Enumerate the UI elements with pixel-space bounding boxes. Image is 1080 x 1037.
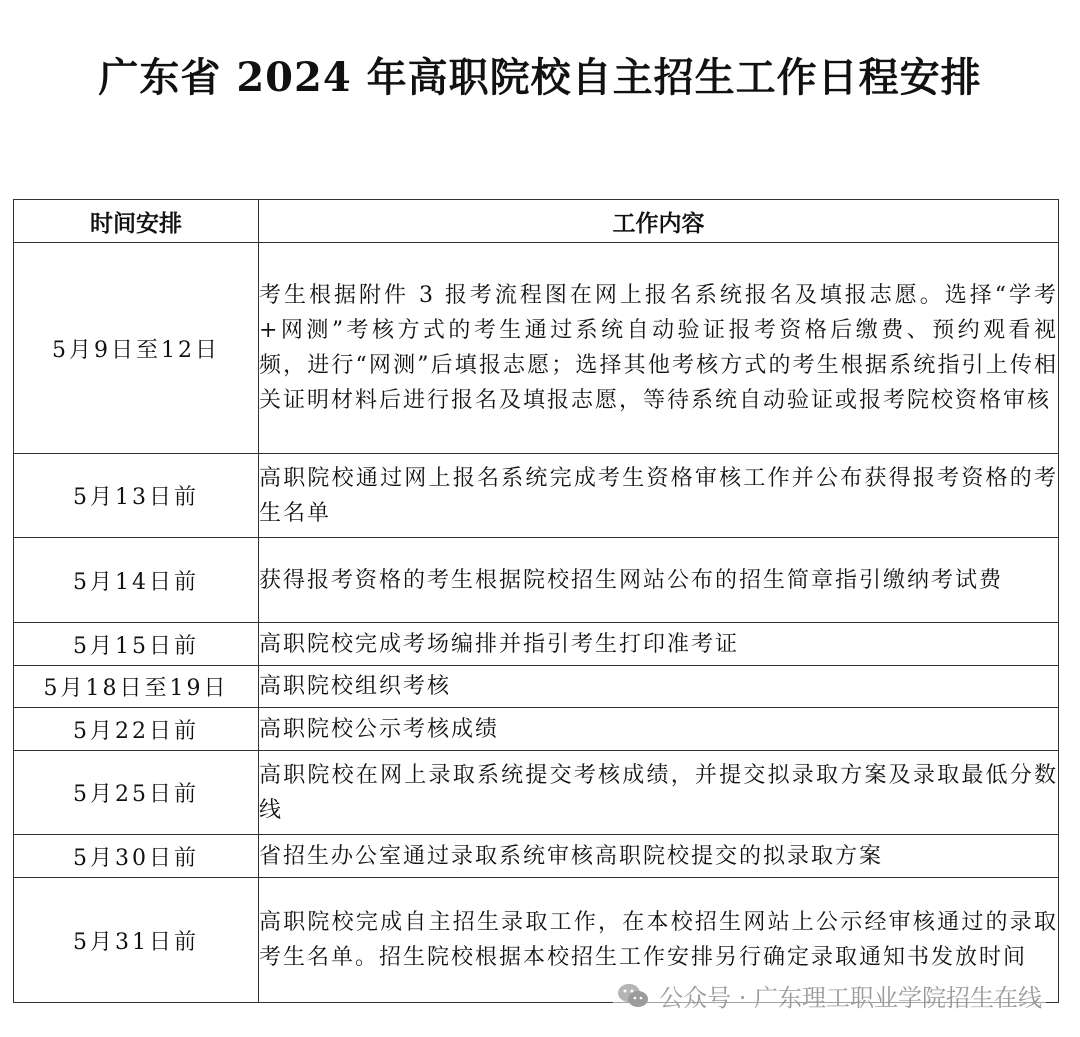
table-row (14, 454, 1059, 538)
wechat-watermark (613, 978, 1046, 1013)
row-date: 5月9日至12日 (14, 243, 259, 454)
row-date: 5月18日至19日 (14, 666, 259, 708)
table-header-row (14, 200, 1059, 243)
table-row (14, 751, 1059, 835)
row-content: 高职院校完成考场编排并指引考生打印准考证 (259, 623, 1059, 666)
row-date: 5月22日前 (14, 708, 259, 751)
table-row (14, 538, 1059, 623)
table-row (14, 623, 1059, 666)
row-content: 高职院校组织考核 (259, 666, 1059, 708)
row-content: 高职院校完成自主招生录取工作，在本校招生网站上公示经审核通过的录取考生名单。招生院校根据本校招生工作安排另行确定录取通知书发放时间 (259, 878, 1059, 1003)
row-date: 5月13日前 (14, 454, 259, 538)
column-header-time: 时间安排 (14, 200, 259, 243)
wechat-icon (617, 982, 649, 1010)
row-content: 获得报考资格的考生根据院校招生网站公布的招生简章指引缴纳考试费 (259, 538, 1059, 623)
row-content: 高职院校公示考核成绩 (259, 708, 1059, 751)
row-content: 省招生办公室通过录取系统审核高职院校提交的拟录取方案 (259, 835, 1059, 878)
row-date: 5月15日前 (14, 623, 259, 666)
row-content: 考生根据附件 3 报考流程图在网上报名系统报名及填报志愿。选择“学考+网测”考核方式的考生通过系统自动验证报考资格后缴费、预约观看视频，进行“网测”后填报志愿；选择其他考核方式的考生根据系统指引上传相关证明材料后进行报名及填报志愿，等待系统自动验证或报考院校资格审核 (259, 243, 1059, 454)
row-content: 高职院校在网上录取系统提交考核成绩，并提交拟录取方案及录取最低分数线 (259, 751, 1059, 835)
watermark-text: 公众号 · 广东理工职业学院招生在线 (659, 984, 1042, 1012)
row-content: 高职院校通过网上报名系统完成考生资格审核工作并公布获得报考资格的考生名单 (259, 454, 1059, 538)
document-title: 广东省 2024 年高职院校自主招生工作日程安排 (98, 54, 982, 101)
row-date: 5月30日前 (14, 835, 259, 878)
row-date: 5月31日前 (14, 878, 259, 1003)
row-date: 5月25日前 (14, 751, 259, 835)
row-date: 5月14日前 (14, 538, 259, 623)
table-row (14, 835, 1059, 878)
column-header-content: 工作内容 (259, 200, 1059, 243)
table-row (14, 666, 1059, 708)
table-row (14, 243, 1059, 454)
schedule-table (13, 199, 1059, 1003)
table-row (14, 708, 1059, 751)
